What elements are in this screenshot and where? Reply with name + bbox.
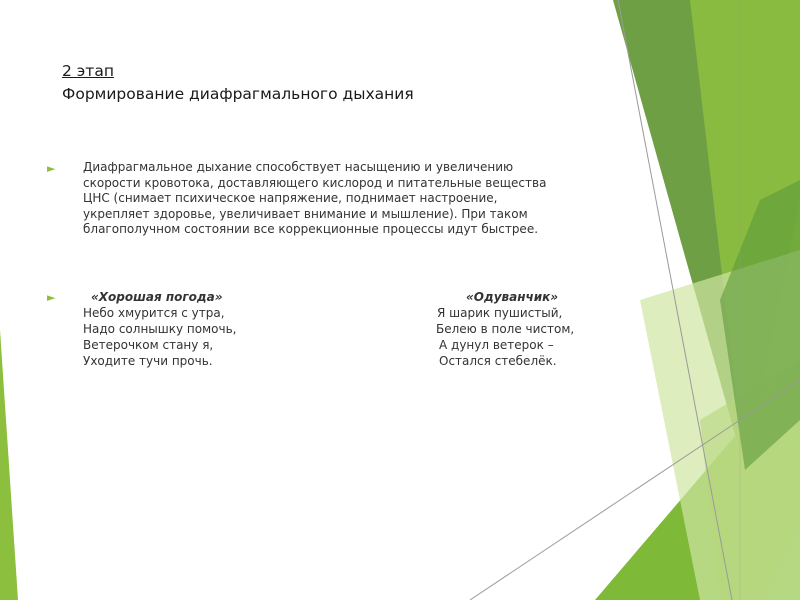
poem-line: Я шарик пушистый,	[437, 306, 563, 320]
paragraph-line: укрепляет здоровье, увеличивает внимание и мышление). При таком	[83, 206, 528, 221]
poem-line: Небо хмурится с утра,	[83, 306, 225, 320]
bg-facet-left-bottom	[0, 330, 18, 600]
paragraph-line: ЦНС (снимает психическое напряжение, поднимает настроение,	[83, 191, 498, 205]
poem-good-weather	[83, 289, 236, 369]
poem-line: Ветерочком стану я,	[83, 338, 214, 352]
paragraph-line: благополучном состоянии все коррекционные процессы идут быстрее.	[83, 222, 539, 236]
paragraph-line: Диафрагмальное дыхание способствует насыщению и увеличению	[83, 160, 514, 174]
paragraph-line: скорости кровотока, доставляющего кислород и питательные вещества	[83, 175, 547, 190]
poem-line: Уходите тучи прочь.	[83, 354, 213, 368]
poem-dandelion	[436, 289, 574, 369]
poem-title: «Одуванчик»	[466, 290, 559, 304]
slide-title	[62, 60, 414, 106]
poem-line: А дунул ветерок –	[439, 338, 554, 352]
bullet-marker-1: ►	[47, 162, 56, 175]
poem-title: «Хорошая погода»	[91, 290, 223, 304]
poem-line: Белею в поле чистом,	[436, 322, 575, 336]
poem-line: Надо солнышку помочь,	[83, 322, 237, 336]
slide-heading: Формирование диафрагмального дыхания	[62, 85, 414, 103]
bullet-marker-2: ►	[47, 291, 56, 304]
poem-line: Остался стебелёк.	[439, 354, 557, 368]
body-paragraph	[83, 160, 623, 238]
stage-label: 2 этап	[62, 62, 114, 80]
